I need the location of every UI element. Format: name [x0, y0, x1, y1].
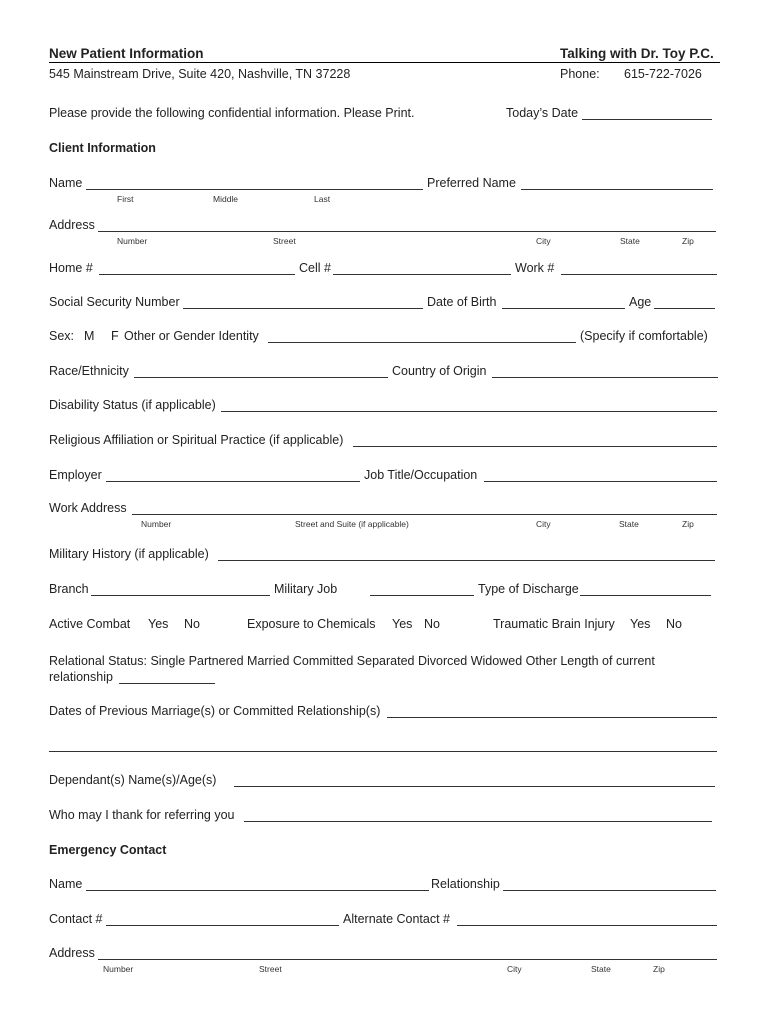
dob-field[interactable]	[502, 308, 625, 309]
alternate-contact-label: Alternate Contact #	[343, 912, 451, 926]
chemicals-label: Exposure to Chemicals	[247, 617, 376, 631]
home-phone-label: Home #	[49, 261, 93, 275]
middle-name-sublabel: Middle	[213, 194, 239, 204]
chemicals-yes[interactable]: Yes	[392, 617, 413, 631]
header-rule	[49, 62, 720, 63]
emergency-address-field[interactable]	[98, 959, 717, 960]
country-field[interactable]	[492, 377, 718, 378]
work-phone-label: Work #	[515, 261, 555, 275]
tbi-label: Traumatic Brain Injury	[493, 617, 615, 631]
discharge-label: Type of Discharge	[478, 582, 579, 596]
previous-relationships-field-2[interactable]	[49, 751, 717, 752]
military-history-field[interactable]	[218, 560, 715, 561]
address-city-sublabel: City	[536, 236, 551, 246]
first-name-sublabel: First	[117, 194, 134, 204]
relationship-length-label: relationship	[49, 670, 113, 684]
referral-field[interactable]	[244, 821, 712, 822]
cell-phone-field[interactable]	[333, 274, 511, 275]
practice-address: 545 Mainstream Drive, Suite 420, Nashville, TN 37228	[49, 67, 351, 81]
emergency-relationship-field[interactable]	[503, 890, 716, 891]
emergency-name-label: Name	[49, 877, 83, 891]
work-state-sublabel: State	[619, 519, 639, 529]
job-title-field[interactable]	[484, 481, 717, 482]
sex-option-f[interactable]: F	[111, 329, 119, 343]
tbi-no[interactable]: No	[666, 617, 682, 631]
dependants-label: Dependant(s) Name(s)/Age(s)	[49, 773, 217, 787]
address-state-sublabel: State	[620, 236, 640, 246]
todays-date-field[interactable]	[582, 119, 712, 120]
emergency-address-label: Address	[49, 946, 95, 960]
work-address-label: Work Address	[49, 501, 127, 515]
ssn-label: Social Security Number	[49, 295, 180, 309]
work-city-sublabel: City	[536, 519, 551, 529]
branch-field[interactable]	[91, 595, 270, 596]
emergency-name-field[interactable]	[86, 890, 429, 891]
emergency-street-sublabel: Street	[259, 964, 282, 974]
race-label: Race/Ethnicity	[49, 364, 129, 378]
military-job-label: Military Job	[274, 582, 338, 596]
previous-relationships-label: Dates of Previous Marriage(s) or Committed Relationship(s)	[49, 704, 381, 718]
referral-label: Who may I thank for referring you	[49, 808, 235, 822]
name-label: Name	[49, 176, 83, 190]
form-title: New Patient Information	[49, 46, 204, 61]
chemicals-no[interactable]: No	[424, 617, 440, 631]
phone-number: 615-722-7026	[624, 67, 702, 81]
dependants-field[interactable]	[234, 786, 715, 787]
practice-name: Talking with Dr. Toy P.C.	[560, 46, 714, 61]
disability-label: Disability Status (if applicable)	[49, 398, 216, 412]
country-label: Country of Origin	[392, 364, 487, 378]
military-history-label: Military History (if applicable)	[49, 547, 209, 561]
branch-label: Branch	[49, 582, 89, 596]
gender-identity-field[interactable]	[268, 342, 576, 343]
last-name-sublabel: Last	[314, 194, 331, 204]
emergency-zip-sublabel: Zip	[653, 964, 665, 974]
relational-status-label: Relational Status: Single Partnered Married Committed Separated Divorced Widowed Other Length of current	[49, 654, 655, 668]
address-zip-sublabel: Zip	[682, 236, 694, 246]
sex-option-m[interactable]: M	[84, 329, 95, 343]
age-label: Age	[629, 295, 652, 309]
work-phone-field[interactable]	[561, 274, 717, 275]
name-field[interactable]	[86, 189, 423, 190]
address-label: Address	[49, 218, 95, 232]
emergency-city-sublabel: City	[507, 964, 522, 974]
previous-relationships-field[interactable]	[387, 717, 717, 718]
disability-field[interactable]	[221, 411, 717, 412]
gender-identity-label: Other or Gender Identity	[124, 329, 259, 343]
race-field[interactable]	[134, 377, 388, 378]
dob-label: Date of Birth	[427, 295, 497, 309]
gender-note: (Specify if comfortable)	[580, 329, 708, 343]
alternate-contact-field[interactable]	[457, 925, 717, 926]
active-combat-label: Active Combat	[49, 617, 131, 631]
sex-label: Sex:	[49, 329, 75, 343]
emergency-relationship-label: Relationship	[431, 877, 500, 891]
client-info-heading: Client Information	[49, 141, 156, 155]
emergency-contact-heading: Emergency Contact	[49, 843, 167, 857]
religion-label: Religious Affiliation or Spiritual Practice (if applicable)	[49, 433, 344, 447]
preferred-name-label: Preferred Name	[427, 176, 516, 190]
employer-label: Employer	[49, 468, 102, 482]
work-zip-sublabel: Zip	[682, 519, 694, 529]
cell-phone-label: Cell #	[299, 261, 331, 275]
phone-label: Phone:	[560, 67, 600, 81]
work-number-sublabel: Number	[141, 519, 172, 529]
ssn-field[interactable]	[183, 308, 423, 309]
religion-field[interactable]	[353, 446, 717, 447]
employer-field[interactable]	[106, 481, 360, 482]
work-street-sublabel: Street and Suite (if applicable)	[295, 519, 409, 529]
emergency-number-sublabel: Number	[103, 964, 134, 974]
address-field[interactable]	[98, 231, 716, 232]
military-job-field[interactable]	[370, 595, 474, 596]
emergency-contact-field[interactable]	[106, 925, 339, 926]
tbi-yes[interactable]: Yes	[630, 617, 651, 631]
active-combat-yes[interactable]: Yes	[148, 617, 169, 631]
emergency-state-sublabel: State	[591, 964, 611, 974]
home-phone-field[interactable]	[99, 274, 295, 275]
emergency-contact-label: Contact #	[49, 912, 103, 926]
preferred-name-field[interactable]	[521, 189, 713, 190]
job-title-label: Job Title/Occupation	[364, 468, 478, 482]
work-address-field[interactable]	[132, 514, 717, 515]
active-combat-no[interactable]: No	[184, 617, 200, 631]
relationship-length-field[interactable]	[119, 683, 215, 684]
address-street-sublabel: Street	[273, 236, 296, 246]
age-field[interactable]	[654, 308, 715, 309]
intro-text: Please provide the following confidential information. Please Print.	[49, 106, 415, 120]
todays-date-label: Today’s Date	[506, 106, 579, 120]
address-number-sublabel: Number	[117, 236, 148, 246]
discharge-field[interactable]	[580, 595, 711, 596]
